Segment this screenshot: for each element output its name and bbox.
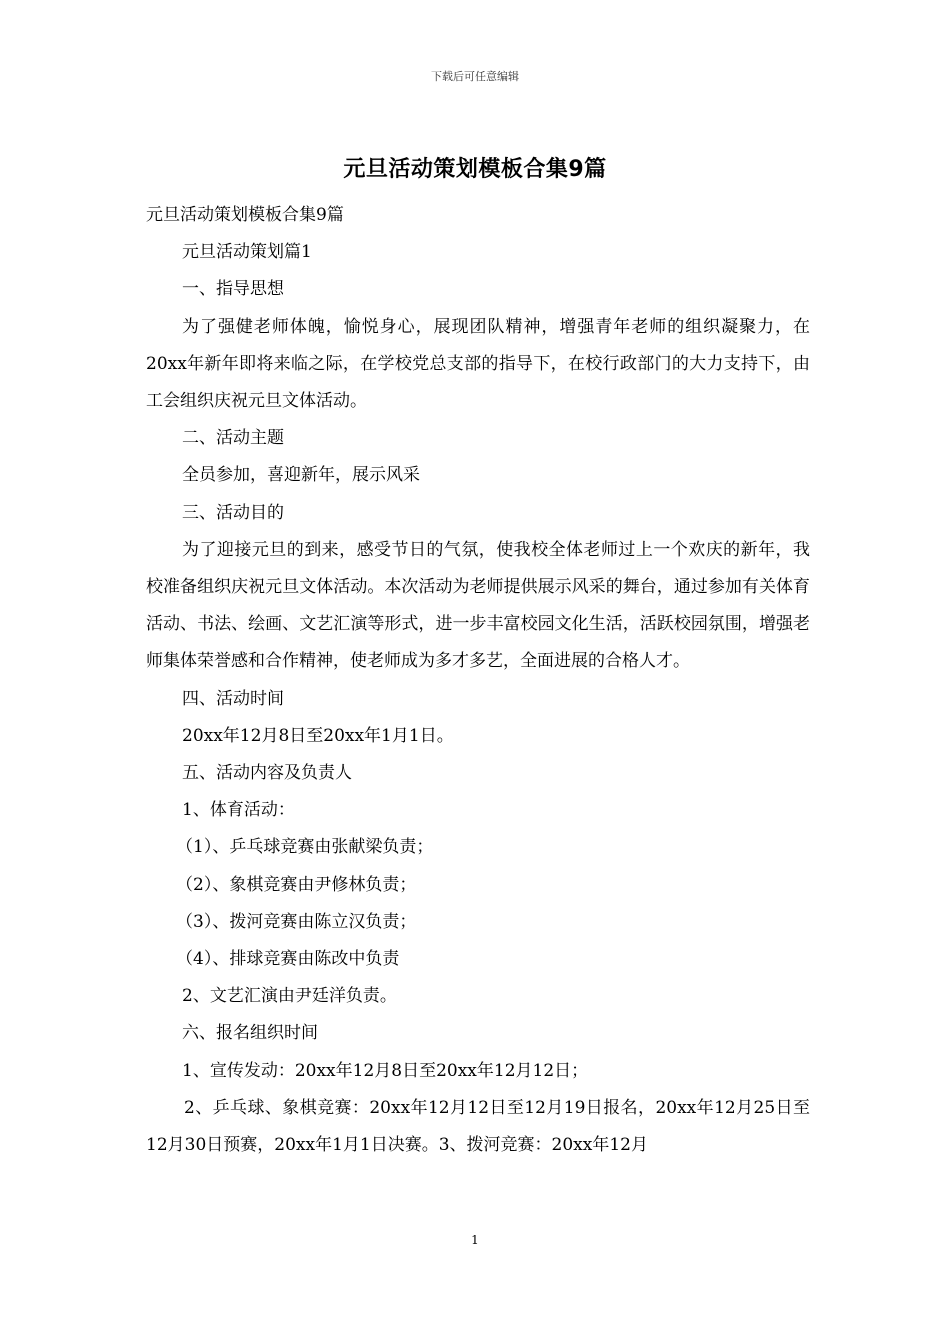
section-title: 元旦活动策划篇1 — [182, 242, 312, 263]
heading-registration: 六、报名组织时间 — [182, 1023, 318, 1044]
paragraph-purpose: 为了迎接元旦的到来，感受节日的气氛，使我校全体老师过上一个欢庆的新年，我校准备组织庆祝元旦文体活动。本次活动为老师提供展示风采的舞台，通过参加有关体育活动、书法、绘画、文艺汇演等形式，进一步丰富校园文化生活，活跃校园氛围，增强老师集体荣誉感和合作精神，使老师成为多才多艺，全面进展的合格人才。 — [146, 539, 810, 672]
list-subitem-1: （1）、乒乓球竞赛由张献梁负责； — [176, 837, 434, 858]
list-subitem-4: （4）、排球竞赛由陈改中负责 — [176, 949, 400, 970]
paragraph-time: 20xx年12月8日至20xx年1月1日。 — [182, 725, 454, 746]
list-subitem-3: （3）、拨河竞赛由陈立汉负责； — [176, 911, 417, 932]
heading-purpose: 三、活动目的 — [182, 502, 284, 523]
list-subitem-2: （2）、象棋竞赛由尹修林负责； — [176, 874, 417, 895]
list-item-performance: 2、文艺汇演由尹廷洋负责。 — [182, 986, 397, 1007]
heading-guiding-thought: 一、指导思想 — [182, 279, 284, 300]
list-item-sports: 1、体育活动： — [182, 800, 295, 821]
paragraph-guiding-thought: 为了强健老师体魄，愉悦身心，展现团队精神，增强青年老师的组织凝聚力，在20xx年新年即将来临之际，在学校党总支部的指导下，在校行政部门的大力支持下，由工会组织庆祝元旦文体活动。 — [146, 316, 810, 412]
heading-theme: 二、活动主题 — [182, 428, 284, 449]
subtitle-line: 元旦活动策划模板合集9篇 — [146, 205, 344, 225]
registration-item-2: 2、乒乓球、象棋竞赛：20xx年12月12日至12月19日报名，20xx年12月25日至12月30日预赛，20xx年1月1日决赛。3、拨河竞赛：20xx年12月 — [146, 1097, 810, 1156]
heading-content: 五、活动内容及负责人 — [182, 763, 352, 784]
registration-item-1: 1、宣传发动：20xx年12月8日至20xx年12月12日； — [182, 1060, 589, 1081]
page-header: 下载后可任意编辑 — [431, 70, 519, 83]
document-body — [146, 197, 810, 1164]
paragraph-theme: 全员参加，喜迎新年，展示风采 — [182, 465, 420, 486]
page-number: 1 — [471, 1233, 479, 1247]
document-title: 元旦活动策划模板合集9篇 — [343, 157, 607, 182]
heading-time: 四、活动时间 — [182, 688, 284, 709]
